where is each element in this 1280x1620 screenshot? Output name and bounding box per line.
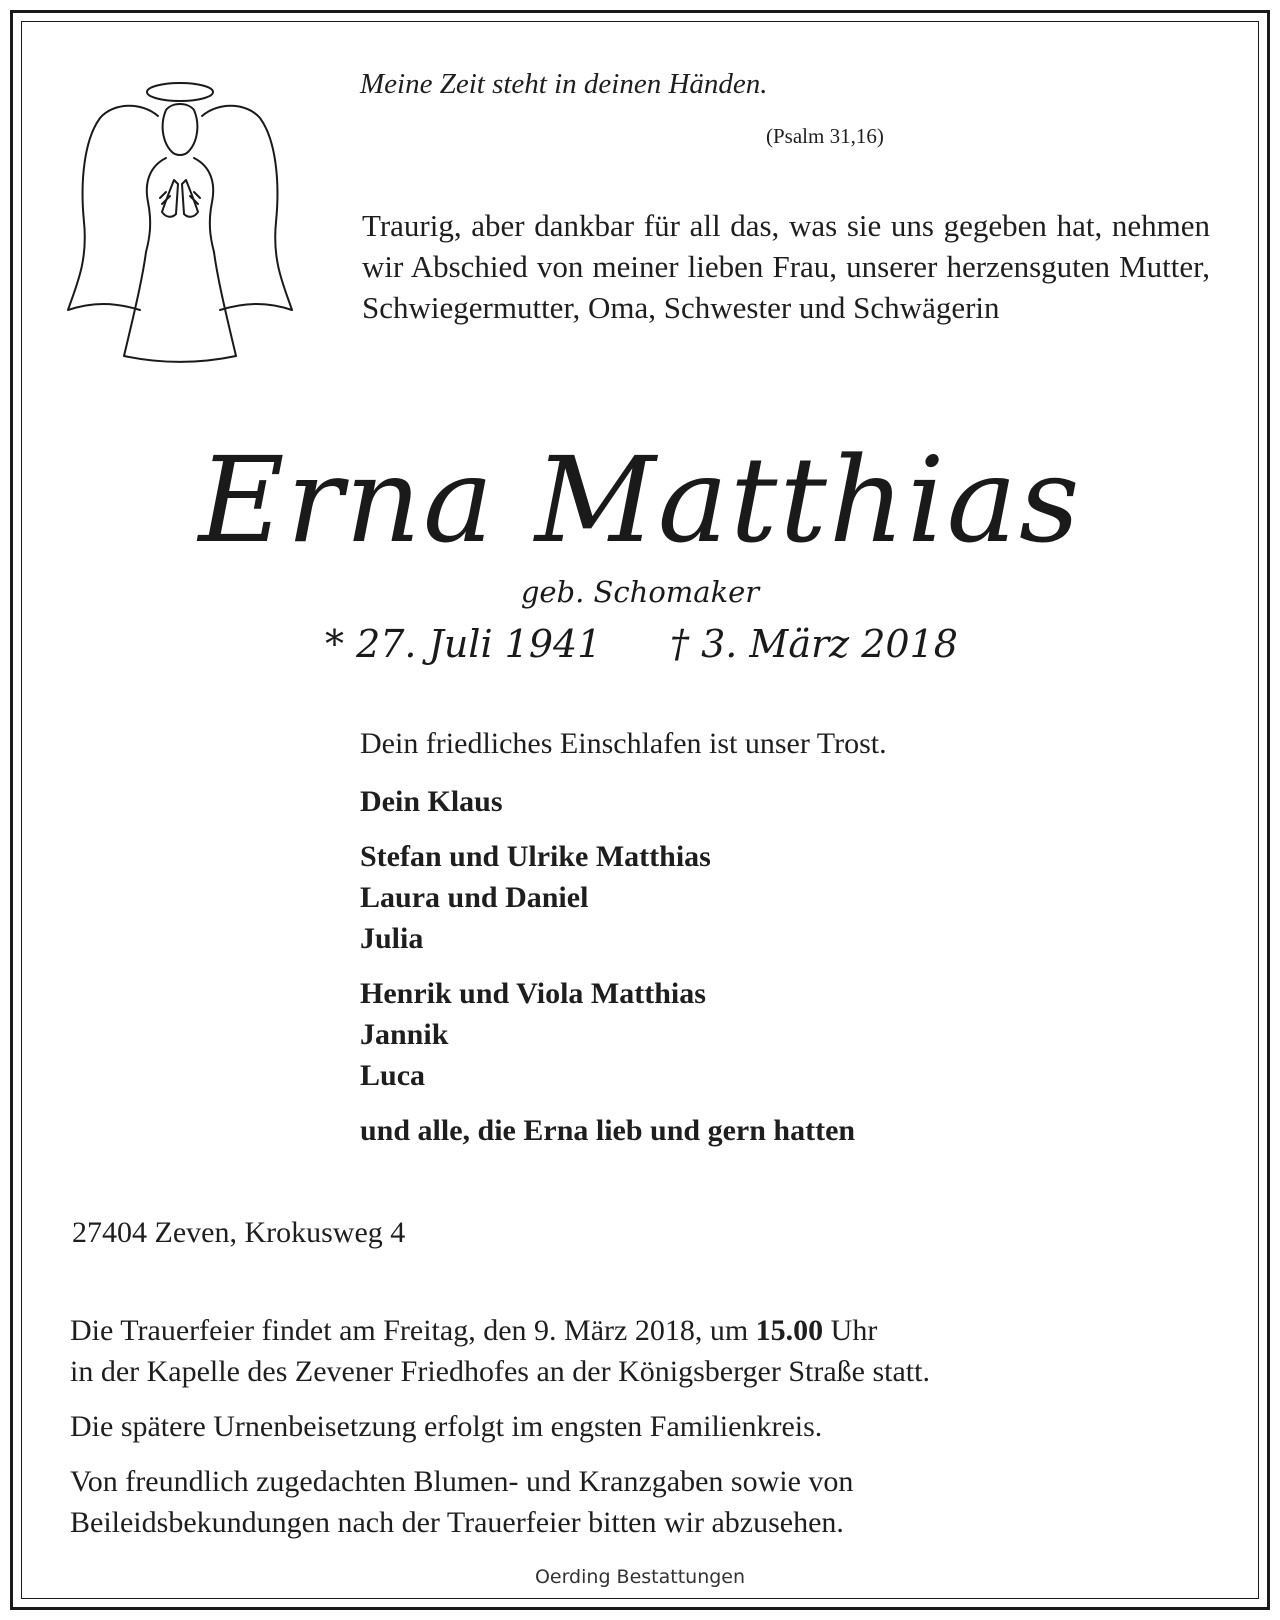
verse-reference: (Psalm 31,16) [766,124,884,148]
mourner-group [360,836,855,959]
service-details [70,1310,1220,1557]
mourners-list [360,781,855,1165]
mourner-group [360,973,855,1096]
address: 27404 Zeven, Krokusweg 4 [72,1216,406,1249]
death-date: † 3. März 2018 [670,622,958,666]
service-line [70,1310,1220,1351]
intro-text: Traurig, aber dankbar für all das, was sie uns gegeben hat, nehmen wir Abschied von meiner lieben Frau, unserer herzensguten Mutter, Schwiegermutter, Oma, Schwester und Schwägerin [362,208,1210,325]
mourner: Dein Klaus [360,785,503,818]
service-time: 15.00 [755,1314,824,1347]
deceased-name: Erna Matthias [198,431,1082,569]
birth-date: * 27. Juli 1941 [325,622,602,666]
praying-angel-icon [62,72,294,372]
mourner: Stefan und Ulrike Matthias [360,840,711,873]
motto: Meine Zeit steht in deinen Händen. [360,68,768,100]
comfort-text: Dein friedliches Einschlafen ist unser Trost. [360,727,887,760]
mourner: Luca [360,1059,426,1092]
service-location: in der Kapelle des Zevener Friedhofes an der Königsberger Straße statt. [70,1355,930,1388]
mourner: und alle, die Erna lieb und gern hatten [360,1114,856,1147]
mourner-group [360,781,855,822]
maiden-name: geb. Schomaker [520,575,760,609]
service-text-unit: Uhr [823,1314,878,1347]
request-line: Von freundlich zugedachten Blumen- und Kranzgaben sowie von [70,1465,854,1498]
mourner: Jannik [360,1018,449,1051]
mourner-group [360,1110,855,1151]
request-paragraph [70,1461,1220,1543]
burial-note: Die spätere Urnenbeisetzung erfolgt im engsten Familienkreis. [70,1410,823,1443]
mourner: Laura und Daniel [360,881,589,914]
undertaker-credit: Oerding Bestattungen [534,1566,746,1588]
service-text: Die Trauerfeier findet am Freitag, den 9. März 2018, um [70,1314,756,1347]
mourner: Henrik und Viola Matthias [360,977,706,1010]
service-paragraph [70,1310,1220,1392]
request-line: Beileidsbekundungen nach der Trauerfeier bitten wir abzusehen. [70,1506,844,1539]
mourner: Julia [360,922,424,955]
